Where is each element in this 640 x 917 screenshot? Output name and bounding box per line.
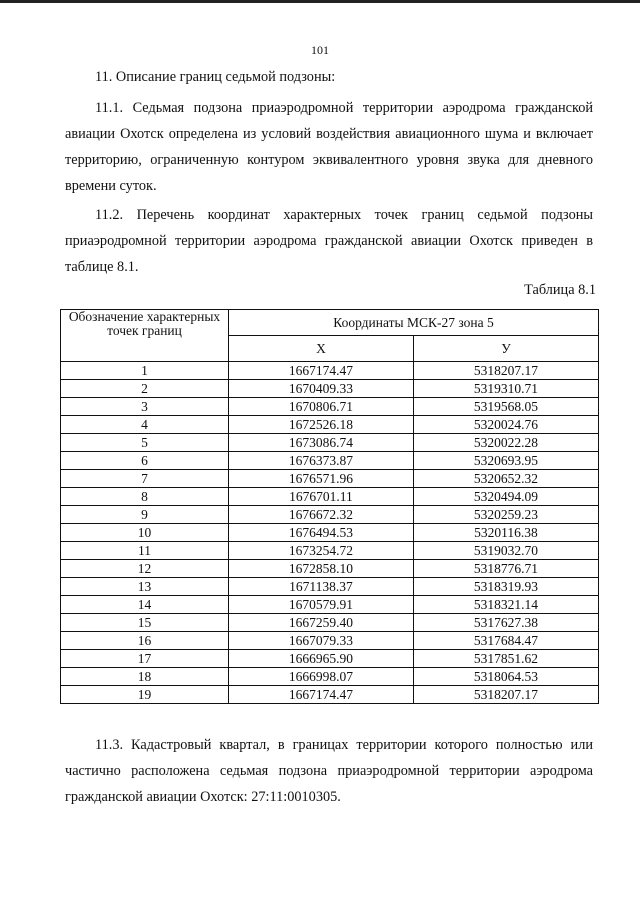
coord-y: 5318207.17 [413, 362, 598, 380]
point-number: 4 [61, 416, 229, 434]
coord-y: 5319568.05 [413, 398, 598, 416]
table-row [61, 596, 599, 614]
section-title: 11. Описание границ седьмой подзоны: [95, 69, 336, 85]
coord-x: 1667079.33 [229, 632, 414, 650]
scan-top-edge [0, 0, 640, 3]
point-number: 19 [61, 686, 229, 704]
table-row [61, 362, 599, 380]
point-number: 1 [61, 362, 229, 380]
point-number: 2 [61, 380, 229, 398]
coord-y: 5320693.95 [413, 452, 598, 470]
coord-y: 5319032.70 [413, 542, 598, 560]
table-row [61, 416, 599, 434]
point-number: 15 [61, 614, 229, 632]
coord-y: 5317851.62 [413, 650, 598, 668]
table-row [61, 470, 599, 488]
point-number: 5 [61, 434, 229, 452]
point-number: 16 [61, 632, 229, 650]
table-row [61, 578, 599, 596]
coord-y: 5320116.38 [413, 524, 598, 542]
coord-x: 1672526.18 [229, 416, 414, 434]
coord-y: 5320494.09 [413, 488, 598, 506]
coord-x: 1676701.11 [229, 488, 414, 506]
page-number: 101 [311, 43, 329, 57]
table-row [61, 452, 599, 470]
coord-x: 1670409.33 [229, 380, 414, 398]
coord-x: 1667174.47 [229, 686, 414, 704]
coord-y: 5318321.14 [413, 596, 598, 614]
coord-y: 5320024.76 [413, 416, 598, 434]
coord-y: 5320022.28 [413, 434, 598, 452]
coord-x: 1676494.53 [229, 524, 414, 542]
table-row [61, 650, 599, 668]
table-row [61, 524, 599, 542]
table-row [61, 380, 599, 398]
table-row [61, 506, 599, 524]
point-number: 7 [61, 470, 229, 488]
coord-x: 1666998.07 [229, 668, 414, 686]
coord-y: 5320652.32 [413, 470, 598, 488]
paragraph-11-2: 11.2. Перечень координат характерных точек границ седьмой подзоны приаэродромной территории аэродрома гражданской авиации Охотск приведен в таблице 8.1. [65, 207, 593, 275]
coord-x: 1672858.10 [229, 560, 414, 578]
coord-y: 5319310.71 [413, 380, 598, 398]
header-x: X [229, 336, 414, 362]
coord-y: 5318064.53 [413, 668, 598, 686]
coordinates-table [60, 309, 599, 704]
header-y: У [413, 336, 598, 362]
table-row [61, 560, 599, 578]
coord-x: 1666965.90 [229, 650, 414, 668]
point-number: 14 [61, 596, 229, 614]
table-row [61, 668, 599, 686]
coord-x: 1670806.71 [229, 398, 414, 416]
paragraph-11-3: 11.3. Кадастровый квартал, в границах территории которого полностью или частично расположена седьмая подзона приаэродромной территории аэродрома гражданской авиации Охотск: 27:11:0010305. [65, 737, 593, 805]
coord-y: 5318319.93 [413, 578, 598, 596]
point-number: 13 [61, 578, 229, 596]
point-number: 11 [61, 542, 229, 560]
point-number: 3 [61, 398, 229, 416]
header-designation: Обозначение характерных точек границ [61, 310, 229, 362]
header-coordinates: Координаты МСК-27 зона 5 [229, 310, 599, 336]
point-number: 9 [61, 506, 229, 524]
coord-x: 1676672.32 [229, 506, 414, 524]
table-row [61, 686, 599, 704]
table-row [61, 434, 599, 452]
point-number: 18 [61, 668, 229, 686]
coord-x: 1670579.91 [229, 596, 414, 614]
point-number: 17 [61, 650, 229, 668]
coord-x: 1673086.74 [229, 434, 414, 452]
table-caption: Таблица 8.1 [524, 282, 596, 298]
coord-y: 5320259.23 [413, 506, 598, 524]
table-row [61, 398, 599, 416]
point-number: 6 [61, 452, 229, 470]
table-body [61, 362, 599, 704]
coord-y: 5318207.17 [413, 686, 598, 704]
point-number: 12 [61, 560, 229, 578]
coord-x: 1671138.37 [229, 578, 414, 596]
coord-y: 5318776.71 [413, 560, 598, 578]
paragraph-11-1: 11.1. Седьмая подзона приаэродромной территории аэродрома гражданской авиации Охотск определена из условий воздействия авиационного шума и включает территорию, ограниченную контуром эквивалентного уровня звука для дневного времени суток. [65, 100, 593, 194]
coord-y: 5317627.38 [413, 614, 598, 632]
table-row [61, 632, 599, 650]
table-row [61, 542, 599, 560]
coord-x: 1667259.40 [229, 614, 414, 632]
coord-y: 5317684.47 [413, 632, 598, 650]
point-number: 8 [61, 488, 229, 506]
coord-x: 1676571.96 [229, 470, 414, 488]
table-row [61, 614, 599, 632]
coord-x: 1667174.47 [229, 362, 414, 380]
point-number: 10 [61, 524, 229, 542]
coord-x: 1673254.72 [229, 542, 414, 560]
coord-x: 1676373.87 [229, 452, 414, 470]
table-row [61, 488, 599, 506]
